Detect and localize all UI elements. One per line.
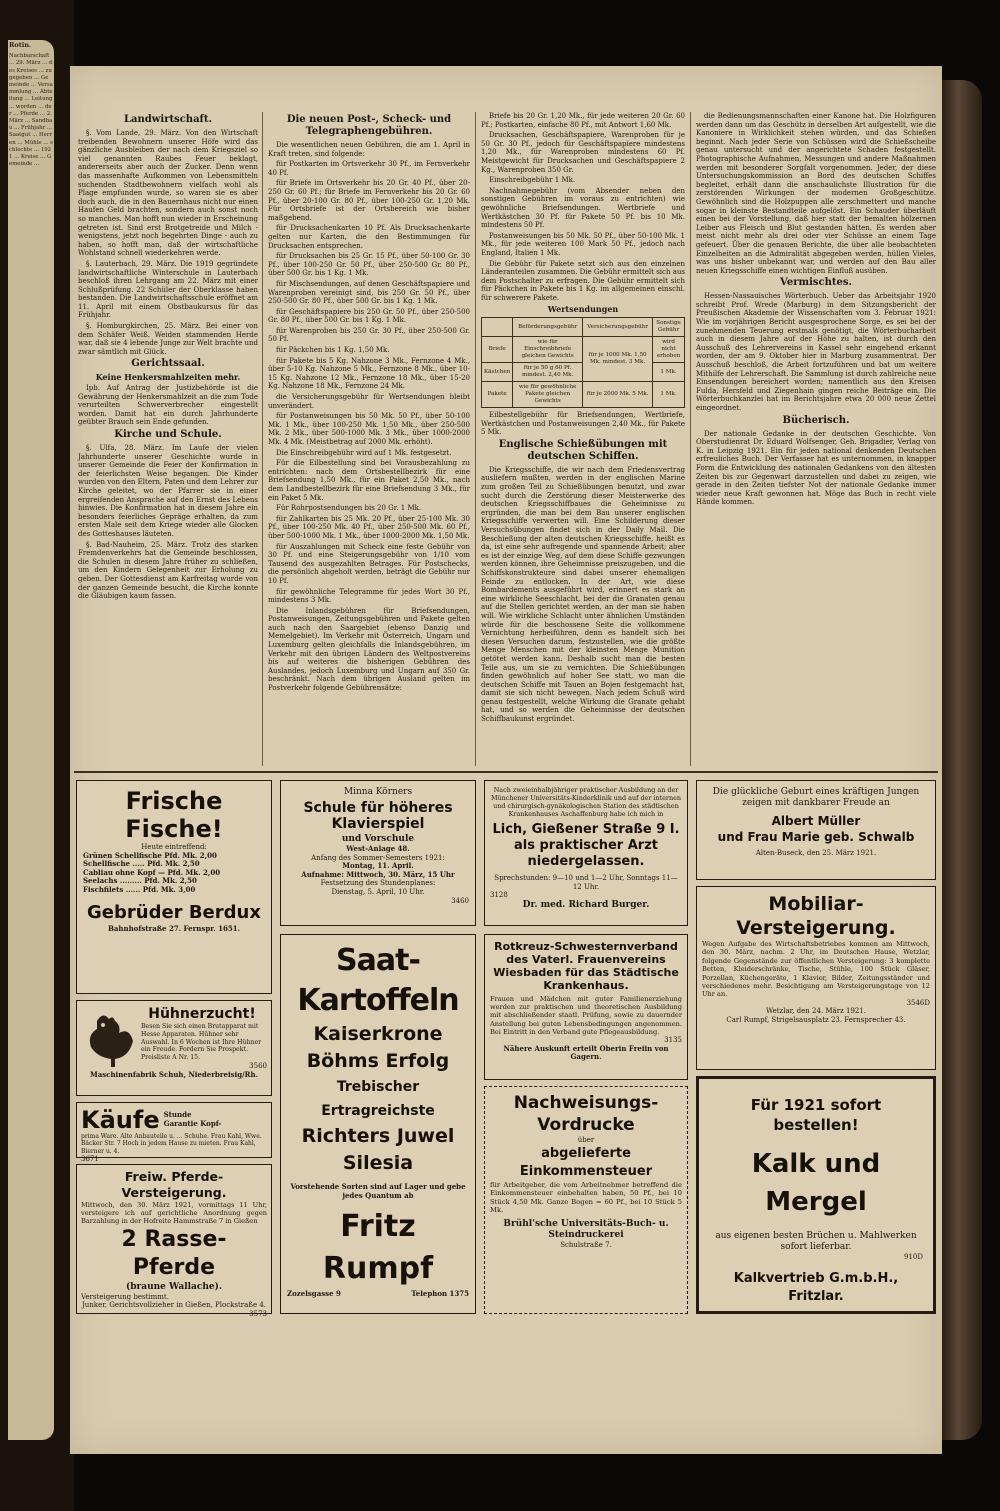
ad-title: Mobiliar-Versteigerung. bbox=[736, 893, 896, 939]
ad-subtitle: (braune Wallache). bbox=[125, 1281, 223, 1292]
article-paragraph: die Bedienungsmannschaften einer Kanone hat. Die Holzfiguren werden dann um das Geschütz in derselben Art aufgestellt, wie die Kanoniere in Wirklichkeit stehen würden, und das Schießen beginnt. Nach jeder Serie von Schüssen wird die Schießscheibe genau untersucht und der angerichtete Schaden festgestellt. Photographische Aufnahmen, Messungen und andere Maßnahmen werden mit besonderer Sorgfalt vorgenommen. Jeder, der diese Untersuchungskommission an Bord des deutschen Schiffes begleitet, erhält dann die anschaulichste Illustration für die zerstörenden Wirkungen der modernen Großgeschütze. Gewöhnlich sind die Holzpuppen alle zerschmettert und manche sogar in kleinste Bestandteile aufgelöst. Ein Schauder überläuft einen bei der Vorstellung, daß hier statt der bemalten hölzernen Leiber aus Fleisch und Blut gestanden hätten. Es werden aber meist nicht mehr als drei oder vier Schüsse an einem Tage gefeuert. Über die genauen Berichte, die über alle beobachteten Einzelheiten an die Admiralität abgegeben werden, hüllen Vieles, was uns bisher unbekannt war, und werden auf den Bau aller neuen Kriegsschiffe einen wichtigen Einfluß ausüben. bbox=[696, 112, 936, 275]
rooster-icon bbox=[83, 1011, 137, 1069]
ad-name: Carl Rumpf, Strigelsausplatz 23. Fernsprecher 43. bbox=[726, 1016, 906, 1025]
ad-title: Für 1921 sofort bestellen! bbox=[750, 1096, 882, 1134]
article-paragraph: §. Bad-Nauheim, 25. März. Trotz des starken Fremdenverkehrs hat die Gemeinde beschlossen, die Schulen in diesem Jahre früher zu schließen, um den Kindern Gelegenheit zur Erholung zu geben. Der Gottesdienst am Karfreitag wurde von der ganzen Gemeinde besucht, die Kirche konnte die Gläubigen kaum fassen. bbox=[78, 540, 258, 601]
article-paragraph: für Drucksachenkarten 10 Pf. Als Drucksachenkarte gelten nur Karten, die den Bestimmungen für Drucksachen entsprechen. bbox=[268, 224, 470, 250]
ad-hours: Sprechstunden: 9—10 und 1—2 Uhr, Sonntags 11—12 Uhr. bbox=[494, 874, 678, 891]
ad-sort: Böhms Erfolg bbox=[306, 1050, 450, 1072]
article-column-4 bbox=[696, 112, 936, 766]
ad-line: Festsetzung des Stundenplanes: bbox=[320, 879, 436, 888]
ads-divider bbox=[74, 771, 938, 773]
article-paragraph: Der nationale Gedanke in der deutschen Geschichte. Von Oberstudienrat Dr. Eduard Wolfsenger, Geh. Brigadier, Verlag von K. in Leipzig 1921. Ein für jeden national denkenden Deutschen erfreuliches Buch. Der Verfasser hat es unternommen, in knapper Form die Entwicklung des nationalen Gedankens von den ältesten Zeiten bis zur Gegenwart darzustellen und dabei zu zeigen, wie gerade in den Zeiten tiefster Not der nationale Gedanke immer wieder neue Kraft gewonnen hat. Möge das Buch in recht viele Hände kommen. bbox=[696, 429, 936, 507]
ad-title: Saat-Kartoffeln bbox=[297, 943, 459, 1018]
ad-place-date: Wetzlar, den 24. März 1921. bbox=[765, 1007, 867, 1016]
newspaper-page bbox=[70, 66, 942, 1454]
ad-sort: Richters Juwel bbox=[301, 1125, 455, 1147]
ad-text: Besen Sie sich einen Brutapparat mit Hesse Apparaten. Hühner sehr Auswahl. In 6 Wochen ist Ihre Hühner ein Freude. Fordern Sie Prospekt. Preisliste A Nr. 15. bbox=[141, 1023, 262, 1062]
ad-number: 3671 bbox=[81, 1155, 99, 1164]
ad-line: Versteigerung bestimmt. bbox=[81, 1292, 169, 1301]
article-heading-gebuehren: Die neuen Post-, Scheck- und Telegraphengebühren. bbox=[286, 114, 452, 137]
ad-address: Zozelsgasse 9 bbox=[287, 1289, 341, 1299]
article-paragraph: für Postanweisungen bis 50 Mk. 50 Pf., über 50-100 Mk. 1 Mk., über 100-250 Mk. 1,50 Mk., über 250-500 Mk. 2 Mk., über 500-1000 Mk. 3 Mk., über 1000-2000 Mk. 4 Mk. (Meistbetrag auf 2000 Mk. erhöht). bbox=[268, 412, 470, 446]
ad-intro: Nach zweieinhalbjähriger praktischer Ausbildung an der Münchener Universitäts-Kinderklinik und auf der internen und chirurgisch-gynäkologischen Station des städtischen Krankenhauses Aschaffenburg habe ich mich in bbox=[490, 786, 682, 818]
ad-address: Bahnhofstraße 27. Fernspr. 1651. bbox=[107, 923, 241, 933]
article-paragraph: Die Gebühr für Pakete setzt sich aus den einzelnen Länderanteilen zusammen. Die Gebühr ermittelt sich aus dem Postschalter zu erfragen. Die Gebühr ermittelt sich für Päckchen in Pakete bis 1 Kg. im allgemeinen einschl. für schwerere Pakete. bbox=[481, 259, 685, 302]
ad-firm: Fritz Rumpf bbox=[322, 1209, 434, 1287]
ad-line: Stunde bbox=[163, 1110, 192, 1120]
ad-name: Junker, Gerichtsvollzieher in Gießen, Plockstraße 4. bbox=[81, 1301, 267, 1310]
ad-address: Schulstraße 7. bbox=[560, 1240, 612, 1249]
article-paragraph: Hessen-Nassauisches Wörterbuch. Ueber das Arbeitsjahr 1920 schreibt Prof. Wrede (Marburg) in dem Sitzungsbericht der Preußischen Akademie der Wissenschaften vom 3. Februar 1921: Wie im vorjährigen Bericht ausgesprochene Sorge, es sei bei der zunehmenden Teuerung erstmals genötigt, die Wörterbucharbeit auch in diesem Jahre auf der Höhe zu halten, ist durch den Ausschuß des Lehrervereins in Kassel sehr eingehend erkannt worden, der am 9. Oktober hier in Marburg zusammentrat. Der Ausschuß beschloß, die Arbeit fortzuführen und bat um weitere Mithilfe der Lehrerschaft. Die Sammlung ist durch zahlreiche neue Einsendungen bereichert worden; namentlich aus den Kreisen Fulda, Hersfeld und Ziegenhain gingen reiche Beiträge ein. Die Wörterbuchkanzlei hat im Berichtsjahre etwa 20 000 neue Zettel eingeordnet. bbox=[696, 292, 936, 412]
ad-number: 3573 bbox=[249, 1309, 267, 1318]
ad-name: Minna Körners bbox=[343, 787, 413, 797]
ad-line: Montag, 11. April. bbox=[342, 861, 414, 871]
article-paragraph: Briefe bis 20 Gr. 1,20 Mk., für jede weiteren 20 Gr. 60 Pf.; Postkarten, einfache 80 Pf., mit Antwort 1,60 Mk. bbox=[481, 112, 685, 129]
page-edge-right bbox=[942, 80, 982, 1440]
ad-place-date: Alten-Buseck, den 25. März 1921. bbox=[755, 849, 877, 857]
ad-sort: Trebischer Ertragreichste bbox=[321, 1079, 435, 1119]
article-paragraph: Die Einschreibgebühr wird auf 1 Mk. festgesetzt. bbox=[276, 448, 452, 457]
ad-address: West-Anlage 48. bbox=[346, 844, 410, 853]
article-paragraph: für Pakete bis 5 Kg. Nahzone 3 Mk., Fernzone 4 Mk., über 5-10 Kg. Nahzone 5 Mk., Fernzone 8 Mk., über 10-15 Kg. Nahzone 12 Mk., Fernzone 18 Mk., über 15-20 Kg. Nahzone 18 Mk., Fernzone 24 Mk. bbox=[268, 356, 470, 391]
ad-text: Mittwoch, den 30. März 1921, vormittags 11 Uhr, versteigere ich auf gerichtliche Anordnung gegen Barzahlung in der Hofreite Hammstraße 7 in Gießen bbox=[81, 1201, 267, 1226]
article-paragraph: für Briefe im Ortsverkehr bis 20 Gr. 40 Pf., über 20-250 Gr. 60 Pf.; für Briefe im Fernverkehr bis 20 Gr. 60 Pf., über 20-100 Gr. 80 Pf., über 100-250 Gr. 1,20 Mk. Für Ortsbriefe ist der Ortsbereich wie bisher maßgebend. bbox=[268, 179, 470, 222]
table-cell: wie für gewöhnliche Pakete gleichen Gewichts bbox=[513, 382, 583, 408]
ad-title: Rotkreuz-Schwesternverband des Vaterl. Frauenvereins Wiesbaden für das Städtische Krankenhaus. bbox=[493, 940, 679, 992]
ad-title: als praktischer Arzt niedergelassen. bbox=[513, 838, 658, 869]
ad-line: Anfang des Sommer-Semesters 1921: bbox=[311, 853, 445, 862]
ad-text: aus eigenen besten Brüchen u. Mahlwerken sofort lieferbar. bbox=[715, 1231, 917, 1252]
article-paragraph: die Versicherungsgebühr für Wertsendungen bleibt unverändert. bbox=[268, 393, 470, 410]
ad-line: Dienstag, 5. April, 10 Uhr. bbox=[331, 887, 425, 896]
ad-title: Käufe bbox=[81, 1106, 160, 1134]
ad-text: Wegen Aufgabe des Wirtschaftsbetriebes kommen am Mittwoch, den 30. März, nachm. 2 Uhr, im Deutschen Hause, Wetzlar, folgende Gegenstände zur öffentlichen Versteigerung: 3 komplette Betten, Kleiderschränke, Tische, Stühle, 100 Stück Gläser, Porzellan, Küchengeräte, 1 Klavier, Bilder, Zeitungsständer und verschiedenes mehr. Besichtigung am Versteigerungstage von 12 Uhr an. bbox=[702, 940, 930, 999]
article-column-1 bbox=[78, 112, 258, 766]
article-paragraph: Die Inlandsgebühren für Briefsendungen, Postanweisungen, Zeitungsgebühren und Pakete gelten auch nach den Saargebiet (ebenso Danzig und Memelgebiet). Im Verkehr mit Österreich, Ungarn und Luxemburg gelten gleichfalls die Inlandsgebühren, im Verkehr mit den übrigen Ländern des Weltpostvereins bis auf weiteres die bisherigen Gebühren des Auslandes, jedoch Luxemburg und Ungarn auf 350 Gr. beschränkt. Nach dem übrigen Ausland gelten im Postverkehr folgende Gebührensätze: bbox=[268, 606, 470, 693]
ad-firm: Gebrüder Berdux bbox=[87, 901, 261, 923]
ad-phone: Telephon 1375 bbox=[411, 1289, 469, 1299]
table-title: Wertsendungen bbox=[547, 304, 619, 315]
ad-big: Kalk und Mergel bbox=[751, 1149, 881, 1217]
ad-text: Frauen und Mädchen mit guter Familienerziehung werden zur praktischen und theoretischen Ausbildung mit abschließender staatl. Prüfung, sowie zu dauernder Anstellung bei guten Lebensbedingungen angenommen. Bei Eintritt in den Verband gute Pflegeausbildung. bbox=[490, 995, 682, 1036]
table-row bbox=[482, 382, 685, 408]
article-paragraph: Eilbestellgebühr für Briefsendungen, Wertbriefe, Wertkästchen und Postanweisungen 2,40 Mk., für Pakete 5 Mk. bbox=[481, 411, 685, 437]
table-cell: wird nicht erhoben bbox=[653, 337, 685, 363]
ad-text: prima Ware. Alte Anbauteile u. ... Schuhe. Frau Kahl, Wwe. Bäcker Str. 7 Hoch in jedem Hause zu mieten. Frau Kahl, Bierner u. 4. bbox=[81, 1133, 262, 1155]
article-paragraph: für Päckchen bis 1 Kg. 1,50 Mk. bbox=[276, 346, 390, 355]
ad-title: Nachweisungs-Vordrucke bbox=[513, 1093, 659, 1135]
article-paragraph: §. Homburgkirchen, 25. März. Bei einer von dem Schäfer Weiß. Weiden stammenden Herde war, daß sie 4 lebende Junge zur Welt brachte und zwar sämtlich mit Glück. bbox=[78, 322, 258, 356]
article-heading-schiessuebungen: Englische Schießübungen mit deutschen Schiffen. bbox=[498, 438, 668, 462]
ad-nachweisungs-vordrucke bbox=[484, 1086, 688, 1314]
ad-firm: Kalkvertrieb G.m.b.H., Fritzlar. bbox=[733, 1270, 899, 1304]
article-paragraph: für Warenproben bis 250 Gr. 30 Pf., über 250-500 Gr. 50 Pf. bbox=[268, 326, 470, 344]
ad-sort: Kaiserkrone bbox=[313, 1023, 443, 1045]
table-cell: 1 Mk. bbox=[653, 363, 685, 382]
table-row bbox=[482, 337, 685, 363]
article-paragraph: Die wesentlichen neuen Gebühren, die am 1. April in Kraft treten, sind folgende: bbox=[268, 141, 470, 158]
section-heading-gerichtssaal: Gerichtssaal. bbox=[131, 358, 205, 370]
ad-pferde-versteigerung bbox=[76, 1164, 272, 1318]
section-heading-buecherisch: Bücherisch. bbox=[782, 414, 850, 426]
ad-big: abgelieferte Einkommensteuer bbox=[519, 1145, 653, 1179]
table-cell: Kästchen bbox=[482, 363, 513, 382]
ad-number: 3560 bbox=[249, 1061, 267, 1070]
ad-big: 2 Rasse-Pferde bbox=[121, 1226, 227, 1280]
ad-rotkreuz-schwestern bbox=[484, 934, 688, 1080]
ad-footer: Nähere Auskunft erteilt Oberin Freiin von Gagern. bbox=[503, 1043, 669, 1062]
ad-line: Fischfilets ...... Pfd. Mk. 3,00 bbox=[83, 884, 196, 894]
section-heading-kirche-schule: Kirche und Schule. bbox=[114, 429, 222, 440]
ad-name: Albert Müller bbox=[771, 814, 861, 828]
article-paragraph: für Geschäftspapiere bis 250 Gr. 50 Pf., über 250-500 Gr. 80 Pf., über 500 Gr. bis 1 Kg. 1 Mk. bbox=[268, 307, 470, 325]
ad-text: Die glückliche Geburt eines kräftigen Jungen zeigen mit dankbarer Freude an bbox=[712, 787, 920, 808]
table-cell: Briefe bbox=[482, 337, 513, 363]
article-paragraph: Die Kriegsschiffe, die wir nach dem Friedensvertrag ausliefern mußten, werden in der englischen Marine zum großen Teil zu Schießübungen benutzt, und zwar sucht durch die Zerstörung dieser Meisterwerke des deutschen Kriegsschiffbaues die Geheimnisse zu ergründen, die man bei dem Bau unserer englischen Kriegsschiffe verwerten will. Eine Schilderung dieser Versuchsübungen findet sich in der Daily Mail. Die Beschießung der alten deutschen Kriegsschiffe, heißt es da, ist eine sehr aufregende und spannende Arbeit; aber es ist der einzige Weg, auf dem diese Schiffe gezwungen werden können, ihre Geheimnisse preiszugeben, und die Schiffskonstrukteure sind dabei unserer ehemaligen Feinde zu entlocken. In der Art, wie diese Bombardements ausgeführt wird, erinnert es stark an eine wirkliche Seeschlacht, bei der die Granaten genau auf die Stellen gerichtet werden, an der man sie haben will. Wie wirkliche Schlacht unter ähnlichen Umständen würde für die beschossene Seite die vollkommene Vernichtung herbeiführen, denn es handelt sich bei diesen Versuchen darum, festzustellen, wie die größte Menge Menschen mit der kleinsten Menge Munition getötet werden kann. Deshalb sucht man die besten Teile aus, um sie zu vernichten. Die Schießübungen finden gewöhnlich auf hoher See statt, wo man die deutschen Schiffe mit Tauen an Bojen festgemacht hat, damit sie sich nicht bewegen. Nach jedem Schuß wird genau festgestellt, welche Wirkung die Granate gehabt hat, und so werden die Geheimnisse der deutschen Schiffbaukunst ergründet. bbox=[481, 465, 685, 724]
article-paragraph: für Postkarten im Ortsverkehr 30 Pf., im Fernverkehr 40 Pf. bbox=[268, 160, 470, 177]
ad-title: Frische Fische! bbox=[125, 787, 223, 843]
ad-number: 3128 bbox=[490, 891, 508, 900]
ad-arzt bbox=[484, 780, 688, 926]
ad-line: Cabliau ohne Kopf — Pfd. Mk. 2,00 bbox=[83, 867, 221, 877]
ad-text: Vorstehende Sorten sind auf Lager und gebe jedes Quantum ab bbox=[290, 1182, 466, 1200]
table-cell: wie für Einschreibbriefe gleichen Gewichts bbox=[513, 337, 583, 363]
ad-address: Lich, Gießener Straße 9 I. bbox=[492, 822, 680, 837]
table-header-cell: Versicherungsgebühr bbox=[583, 318, 653, 337]
column-rule bbox=[475, 112, 476, 766]
ad-line: Aufnahme: Mittwoch, 30. März, 15 Uhr bbox=[301, 869, 455, 879]
article-paragraph: §. Ulfa, 28. März. Im Laufe der vielen Jahrhunderte unserer Geschichte wurde in unserer Gemeinde die Feier der Konfirmation in der feierlichsten Weise begangen. Die Kinder wurden von den Eltern, Paten und dem Lehrer zur Kirche geleitet, wo der Pfarrer sie in einer ergreifenden Ansprache auf den Ernst des Lebens hinwies. Die Konfirmation hat in diesem Jahre ein besonders feierliches Gepräge erhalten, da zum ersten Male seit dem Kriege wieder alle Glocken des Gotteshauses läuteten. bbox=[78, 444, 258, 538]
ad-title: Freiw. Pferde-Versteigerung. bbox=[121, 1169, 227, 1200]
table-header-cell: Sonstige Gebühr bbox=[653, 318, 685, 337]
ad-klavierschule bbox=[280, 780, 476, 926]
ad-kalk-mergel bbox=[696, 1076, 936, 1314]
ad-number: 3546D bbox=[906, 998, 930, 1007]
article-subheading: Keine Henkersmahlzeiten mehr. bbox=[95, 372, 241, 383]
ad-number: 3135 bbox=[664, 1036, 682, 1045]
table-header-cell bbox=[482, 318, 513, 337]
table-header-row bbox=[482, 318, 685, 337]
article-column-2 bbox=[268, 112, 470, 766]
article-paragraph: Einschreibgebühr 1 Mk. bbox=[489, 176, 576, 185]
table-cell: für je 1000 Mk. 1,50 Mk. mindest. 3 Mk. bbox=[583, 337, 653, 382]
ad-subtitle: über bbox=[577, 1136, 595, 1144]
ad-sort: Silesia bbox=[342, 1152, 414, 1174]
table-cell: für je 2000 Mk. 5 Mk. bbox=[583, 382, 653, 408]
ad-number: 3460 bbox=[451, 896, 469, 905]
ad-firm: Brühl'sche Universitäts-Buch- u. Steindruckerei bbox=[503, 1218, 669, 1240]
ad-line: Garantie Kopf- bbox=[163, 1119, 222, 1128]
ad-huehnerzucht bbox=[76, 1000, 272, 1096]
ad-line: Grünen Schellfische Pfd. Mk. 2,00 bbox=[83, 850, 217, 860]
article-paragraph: für Mischsendungen, auf denen Geschäftspapiere und Warenproben vereinigt sind, bis 250 Gr. 50 Pf., über 250-500 Gr. 80 Pf., über 500 Gr. bis 1 Kg. 1 Mk. bbox=[268, 279, 470, 306]
left-page-edge bbox=[8, 40, 54, 1440]
ad-subtitle: Heute eintreffend: bbox=[141, 843, 207, 851]
ad-title: Schule für höheres Klavierspiel bbox=[303, 800, 453, 832]
section-heading-landwirtschaft: Landwirtschaft. bbox=[124, 114, 212, 125]
article-paragraph: Ipb. Auf Antrag der Justizbehörde ist die Gewährung der Henkersmahlzeit an die zum Tode verurteilten Schwerverbrecher eingestellt worden. Damit hat ein durch Jahrhunderte geübter Brauch sein Ende gefunden. bbox=[78, 384, 258, 427]
ad-doctor-name: Dr. med. Richard Burger. bbox=[522, 899, 650, 910]
ad-line: Schellfische ..... Pfd. Mk. 2,50 bbox=[83, 859, 200, 869]
table-cell: für je 50 g 60 Pf. mindest. 2,40 Mk. bbox=[513, 363, 583, 382]
ad-title: Hühnerzucht! bbox=[148, 1006, 256, 1022]
article-paragraph: Nachnahmegebühr (vom Absender neben den sonstigen Gebühren im voraus zu entrichten) wie gewöhnliche Briefsendungen. Wertbriefe und Wertkästchen 30 Pf. für Pakete 50 Pf. bis 10 Mk. mindestens 50 Pf. bbox=[481, 186, 685, 230]
left-page-text: Nachbarschaft ... 29. März ... des Kreises ... zugegeben ... Gemeinde ... Versammlung ... Abteilung ... Leitung ... worden ... der ... Pferde ... 2. März ... Sandbau ... Frühjahr ... Saatgut ... Herren ... Mühle ... schlechte ... 1921 ... Kreise ... Gemeinde ... bbox=[9, 53, 53, 168]
article-paragraph: Postanweisungen bis 50 Mk. 50 Pf., über 50-100 Mk. 1 Mk., für jede weiteren 100 Mark 50 Pf., jedoch nach England, Italien 1 Mk. bbox=[481, 231, 685, 257]
ad-firm: Maschinenfabrik Schuh, Niederbreisig/Rh. bbox=[89, 1069, 259, 1079]
left-page-heading: Rotin. bbox=[9, 41, 32, 49]
fee-table bbox=[481, 317, 685, 408]
article-paragraph: für Auszahlungen mit Scheck eine feste Gebühr von 30 Pf. und eine Steigerungsgebühr von 1/10 vom Tausend des ausgezahlten Betrages. Für Postschecks, die persönlich abgeholt werden, beträgt die Gebühr nur 10 Pf. bbox=[268, 542, 470, 585]
article-paragraph: für gewöhnliche Telegramme für jedes Wort 30 Pf., mindestens 3 Mk. bbox=[268, 587, 470, 605]
ad-mobiliar-versteigerung bbox=[696, 886, 936, 1070]
article-column-3 bbox=[481, 112, 685, 766]
ad-frische-fische bbox=[76, 780, 272, 994]
table-header-cell: Beförderungsgebühr bbox=[513, 318, 583, 337]
column-rule bbox=[262, 112, 263, 766]
table-cell: Pakete bbox=[482, 382, 513, 408]
article-paragraph: Für die Eilbestellung sind bei Vorausbezahlung zu entrichten: nach dem Ortsbestellbezirk für eine Briefsendung 1,50 Mk., für ein Paket 2,50 Mk., nach dem Landbestellbezirk für eine Briefsendung 3 Mk., für ein Paket 5 Mk. bbox=[268, 459, 470, 502]
article-paragraph: §. Vom Lande, 29. März. Von den Wirtschaft treibenden Bewohnern unserer Höfe wird das gänzliche Ausbleiben der nach dem Kriegsziel so viel genannten Raubes Feuer beklagt, andererseits aber auch der Zucker. Denn wenn das massenhafte Aufkommen von Lebensmitteln suchenden Stadtbewohnern vielfach wohl als Plage empfunden wurde, so waren sie es aber doch auch, die in den Bauernhaus nicht nur einen Haufen Geld brachten, sondern auch sonst noch so manches. Man hofft nun wieder in Erscheinung getreten ist. Sind erst Brotgetreide und Milch - wenigstens, jetzt noch begehrten Dinge - auch zu haben, so hofft man, daß der wirtschaftliche Wohlstand schnell wiederkehren werde. bbox=[78, 129, 258, 258]
ad-name: und Frau Marie geb. Schwalb bbox=[717, 830, 915, 844]
ad-saat-kartoffeln bbox=[280, 934, 476, 1314]
article-paragraph: für Drucksachen bis 25 Gr. 15 Pf., über 50-100 Gr. 30 Pf., über 100-250 Gr. 50 Pf., über 250-500 Gr. 80 Pf., über 500 Gr. bis 1 Kg. 1 Mk. bbox=[268, 252, 470, 278]
ad-geburtsanzeige bbox=[696, 780, 936, 880]
article-paragraph: für Zahlkarten bis 25 Mk. 20 Pf., über 25-100 Mk. 30 Pf., über 100-250 Mk. 40 Pf., über 250-500 Mk. 60 Pf., über 500-1000 Mk. 1 Mk., über 1000-2000 Mk. 1,50 Mk. bbox=[268, 514, 470, 540]
ad-subtitle: und Vorschule bbox=[341, 834, 415, 844]
ad-text: für Arbeitgeber, die vom Arbeitnehmer betreffend die Einkommensteuer einbehalten haben, 50 Pf., bei 10 Stück 4,50 Mk. Ganze Bogen = 60 Pf., bei 10 Stück 5 Mk. bbox=[490, 1180, 682, 1215]
section-heading-vermischtes: Vermischtes. bbox=[780, 277, 852, 289]
column-rule bbox=[690, 112, 691, 766]
ad-number: 910D bbox=[904, 1253, 923, 1261]
table-cell: 1 Mk. bbox=[653, 382, 685, 408]
article-paragraph: §. Lauterbach, 29. März. Die 1919 gegründete landwirtschaftliche Winterschule in Lauterbach beschloß ihren Lehrgang am 22. März mit einer Schlußprüfung. 22 Schüler der Oberklasse haben bestanden. Die Landwirtschaftsschule eröffnet am 11. April mit einem Obstbaukursus für das Frühjahr. bbox=[78, 259, 258, 320]
ad-kaeufe bbox=[76, 1102, 272, 1164]
article-paragraph: Für Rohrpostsendungen bis 20 Gr. 1 Mk. bbox=[276, 504, 422, 513]
ad-line: Seelachs ......... Pfd. Mk. 2,50 bbox=[83, 876, 197, 886]
article-paragraph: Drucksachen, Geschäftspapiere, Warenproben für je 50 Gr. 30 Pf., jedoch für Geschäftspapiere mindestens 1,20 Mk., für Warenproben mindestens 60 Pf. Meistgewicht für Drucksachen und Geschäftspapiere 2 Kg., Warenproben 350 Gr. bbox=[481, 131, 685, 174]
